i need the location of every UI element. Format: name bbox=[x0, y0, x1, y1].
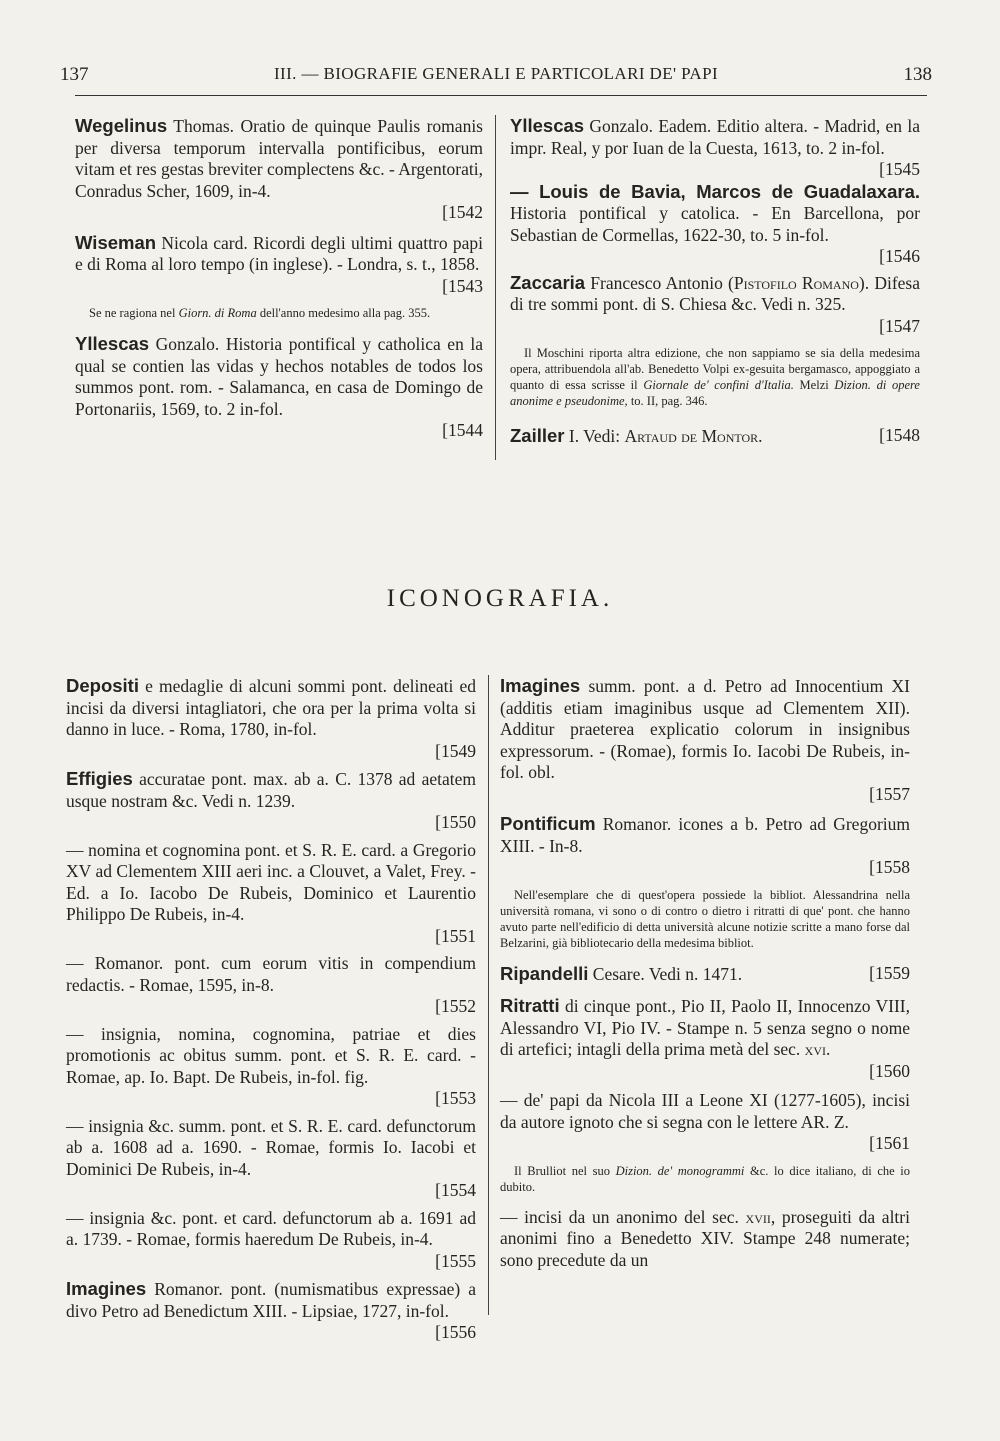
note-italic: Giornale de' confini d'Italia. bbox=[643, 378, 794, 392]
entry-number: [1559 bbox=[869, 962, 910, 983]
entry-heading: Imagines bbox=[500, 675, 581, 696]
entry-text: Nicola card. Ricordi degli ultimi quattro papi e di Roma al loro tempo (in inglese). - Londra, s. t., 1858. bbox=[75, 232, 483, 274]
note-text: to. II, pag. 346. bbox=[627, 394, 708, 408]
entry-text: Cesare. Vedi n. 1471. bbox=[588, 963, 743, 984]
footnote: Nell'esemplare che di quest'opera possiede la bibliot. Alessandrina nella università romana, vi sono o di contro o dietro i ritratti di que' pont. che hanno avuto parte nell'edificio di detta università alcune notizie scritte a mano forse dal Belzarini, già bibliotecario della medesima bibliot. bbox=[500, 887, 910, 950]
entry-text: — Romanor. pont. cum eorum vitis in compendium redactis. - Romae, 1595, in-8. bbox=[66, 953, 476, 995]
lower-right-column bbox=[500, 675, 910, 1271]
cross-reference: Artaud de Montor. bbox=[624, 426, 763, 446]
entry-text: Gonzalo. Eadem. Editio altera. - Madrid, en la impr. Real, y por Iuan de la Cuesta, 1613, to. 2 in-fol. bbox=[510, 116, 920, 158]
entry-heading: Ripandelli bbox=[500, 962, 589, 984]
entry-heading: Zaccaria bbox=[510, 271, 586, 293]
entry-text: di cinque pont., Pio II, Paolo II, Innocenzo VIII, Alessandro VI, Pio IV. - Stampe n. 5 senza segno o nome di artefici; intagli della prima metà del sec. bbox=[500, 996, 910, 1059]
entry-heading: Yllescas bbox=[75, 333, 150, 354]
entry-text: Historia pontifical y catolica. - En Barcellona, por Sebastian de Cormellas, 1622-30, to. 5 in-fol. bbox=[510, 203, 920, 245]
entry-heading: Depositi bbox=[66, 675, 139, 696]
entry-heading: Effigies bbox=[66, 768, 133, 789]
entry-1556 bbox=[66, 1278, 476, 1344]
entry-1552 bbox=[66, 953, 476, 1018]
entry-number: [1561 bbox=[869, 1133, 910, 1153]
entry-1547 bbox=[510, 272, 920, 338]
entry-1544 bbox=[75, 333, 483, 442]
entry-1551 bbox=[66, 840, 476, 948]
entry-number: [1556 bbox=[435, 1322, 476, 1342]
section-title: ICONOGRAFIA. bbox=[386, 585, 614, 612]
footnote bbox=[510, 345, 920, 409]
note-text: Il Moschini riporta altra edizione, che non sappiamo se sia della medesima opera, attribuendola all'ab. Benedetto Volpi ex-gesuita bergamasco, appoggiato a quanto di essa scrisse il bbox=[510, 346, 920, 392]
entry-number: [1557 bbox=[869, 783, 910, 804]
note-text: dell'anno medesimo alla pag. 355. bbox=[256, 306, 431, 320]
entry-number: [1550 bbox=[435, 812, 476, 832]
entry-1543 bbox=[75, 232, 483, 298]
entry-1555 bbox=[66, 1208, 476, 1273]
entry-text: — insignia, nomina, cognomina, patriae et dies promotionis ac obitus summ. pont. et S. R. E. card. - Romae, ap. Io. Bapt. De Rubeis, in-fol. fig. bbox=[66, 1023, 476, 1087]
entry-heading: Imagines bbox=[66, 1278, 147, 1299]
entry-heading: Zailler bbox=[510, 425, 565, 446]
entry-number: [1552 bbox=[435, 996, 476, 1016]
entry-number: [1544 bbox=[442, 420, 483, 440]
entry-text: Gonzalo. Historia pontifical y catholica en la qual se contien las vidas y hechos notables de todos los summos pont. rom. - Salamanca, en casa de Domingo de Portonariis, 1569, to. 2 in-fol. bbox=[75, 334, 483, 419]
entry-continuation bbox=[500, 1207, 910, 1272]
note-text: Melzi bbox=[793, 378, 835, 392]
entry-heading: Wegelinus bbox=[75, 115, 168, 136]
entry-1559 bbox=[500, 963, 910, 986]
lower-left-column bbox=[66, 675, 476, 1344]
entry-heading: Pontificum bbox=[500, 813, 596, 834]
entry-text: accuratae pont. max. ab a. C. 1378 ad aetatem usque nostram &c. Vedi n. 1239. bbox=[66, 769, 476, 811]
entry-number: [1555 bbox=[435, 1250, 476, 1271]
footnote bbox=[500, 1163, 910, 1195]
entry-text: — insignia &c. summ. pont. et S. R. E. card. defunctorum ab a. 1608 ad a. 1690. - Romae, formis Io. Iacobi et Dominici De Rubeis, in-4. bbox=[66, 1115, 476, 1179]
entry-1549 bbox=[66, 675, 476, 762]
page-header bbox=[60, 60, 932, 94]
entry-1548 bbox=[510, 425, 920, 448]
entry-text: Romanor. pont. (numismatibus expressae) a divo Petro ad Benedictum XIII. - Lipsiae, 1727, in-fol. bbox=[66, 1279, 476, 1321]
entry-1553 bbox=[66, 1024, 476, 1110]
entry-text: summ. pont. a d. Petro ad Innocentium XI (additis etiam imaginibus usque ad Clementem XII). Additur praeterea explicatio colorum in insignibus expressorum. - (Romae), formis Io. Iacobi De Rubeis, in-fol. obl. bbox=[500, 676, 910, 782]
entry-text: I. Vedi: bbox=[564, 426, 625, 446]
entry-heading: Yllescas bbox=[510, 115, 585, 136]
entry-1557 bbox=[500, 675, 910, 805]
entry-number: [1543 bbox=[442, 275, 483, 296]
entry-1554 bbox=[66, 1116, 476, 1202]
pseudonym: Pistofilo Romano bbox=[733, 272, 859, 293]
entry-text: e medaglie di alcuni sommi pont. delineati ed incisi da diversi intagliatori, che ora per la prima volta si danno in luce. - Roma, 1780, in-fol. bbox=[66, 676, 476, 739]
entry-1560 bbox=[500, 995, 910, 1082]
footnote bbox=[75, 305, 483, 321]
entry-number: [1549 bbox=[435, 740, 476, 761]
entry-number: [1558 bbox=[869, 857, 910, 877]
entry-number: [1553 bbox=[435, 1088, 476, 1108]
running-title: III. — BIOGRAFIE GENERALI E PARTICOLARI DE' PAPI bbox=[273, 64, 719, 83]
upper-right-column bbox=[510, 115, 920, 448]
entry-number: [1551 bbox=[435, 925, 476, 946]
entry-text: — nomina et cognomina pont. et S. R. E. card. a Gregorio XV ad Clementem XIII aeri inc. a Clouvet, a Valet, Frey. - Ed. a Io. Iacobo De Rubeis, Dominico et Laurentio Philippo De Rubeis, in-4. bbox=[66, 839, 476, 924]
entry-text: proseguiti da altri anonimi fino a Benedetto XIV. Stampe 248 numerate; sono precedute da un bbox=[500, 1206, 910, 1270]
note-italic: Giorn. di Roma bbox=[178, 306, 257, 320]
entry-text: Romanor. icones a b. Petro ad Gregorium XIII. - In-8. bbox=[500, 814, 910, 856]
entry-text: Francesco Antonio ( bbox=[585, 272, 734, 293]
note-text: &c. lo dice italiano, di che io dubito. bbox=[500, 1163, 911, 1194]
column-divider-lower bbox=[488, 675, 489, 1315]
entry-1558 bbox=[500, 813, 910, 879]
entry-number: [1542 bbox=[442, 202, 483, 222]
entry-text: — insignia &c. pont. et card. defunctorum ab a. 1691 ad a. 1739. - Romae, formis haeredum De Rubeis, in-4. bbox=[66, 1207, 476, 1249]
century: xvi. bbox=[804, 1039, 831, 1059]
entry-number: [1554 bbox=[435, 1180, 476, 1200]
entry-heading: — Louis de Bavia, Marcos de Guadalaxara. bbox=[510, 180, 920, 202]
page-number-left: 137 bbox=[60, 64, 89, 85]
entry-number: [1548 bbox=[879, 425, 920, 445]
entry-1561 bbox=[500, 1090, 910, 1155]
entry-number: [1547 bbox=[879, 315, 920, 336]
entry-1545 bbox=[510, 115, 920, 181]
entry-text: — incisi da un anonimo del sec. bbox=[500, 1206, 746, 1227]
entry-1550 bbox=[66, 768, 476, 834]
note-italic: Dizion. di opere anonime e pseudonime, bbox=[510, 378, 920, 408]
entry-heading: Ritratti bbox=[500, 995, 560, 1016]
entry-1546 bbox=[510, 181, 920, 268]
entry-heading: Wiseman bbox=[75, 231, 157, 253]
note-italic: Dizion. de' monogrammi bbox=[615, 1163, 745, 1178]
entry-number: [1545 bbox=[879, 159, 920, 179]
entry-number: [1546 bbox=[879, 246, 920, 266]
century: xvii, bbox=[745, 1206, 776, 1227]
header-rule bbox=[75, 95, 927, 96]
entry-text: ). Difesa di tre sommi pont. di S. Chiesa &c. Vedi n. 325. bbox=[510, 272, 920, 314]
note-text: Se ne ragiona nel bbox=[89, 306, 179, 320]
entry-number: [1560 bbox=[869, 1060, 910, 1081]
column-divider-upper bbox=[495, 115, 496, 460]
entry-text: Thomas. Oratio de quinque Paulis romanis per diversa temporum intervalla pontificibus, eorum vitam et res gestas breviter complectens &c. - Argentorati, Conradus Scher, 1609, in-4. bbox=[75, 116, 483, 201]
upper-left-column bbox=[75, 115, 483, 442]
entry-text: — de' papi da Nicola III a Leone XI (1277-1605), incisi da autore ignoto che si segna con le lettere AR. Z. bbox=[500, 1090, 910, 1132]
note-text: Il Brulliot nel suo bbox=[514, 1163, 616, 1178]
page-number-right: 138 bbox=[903, 64, 932, 85]
entry-1542 bbox=[75, 115, 483, 224]
